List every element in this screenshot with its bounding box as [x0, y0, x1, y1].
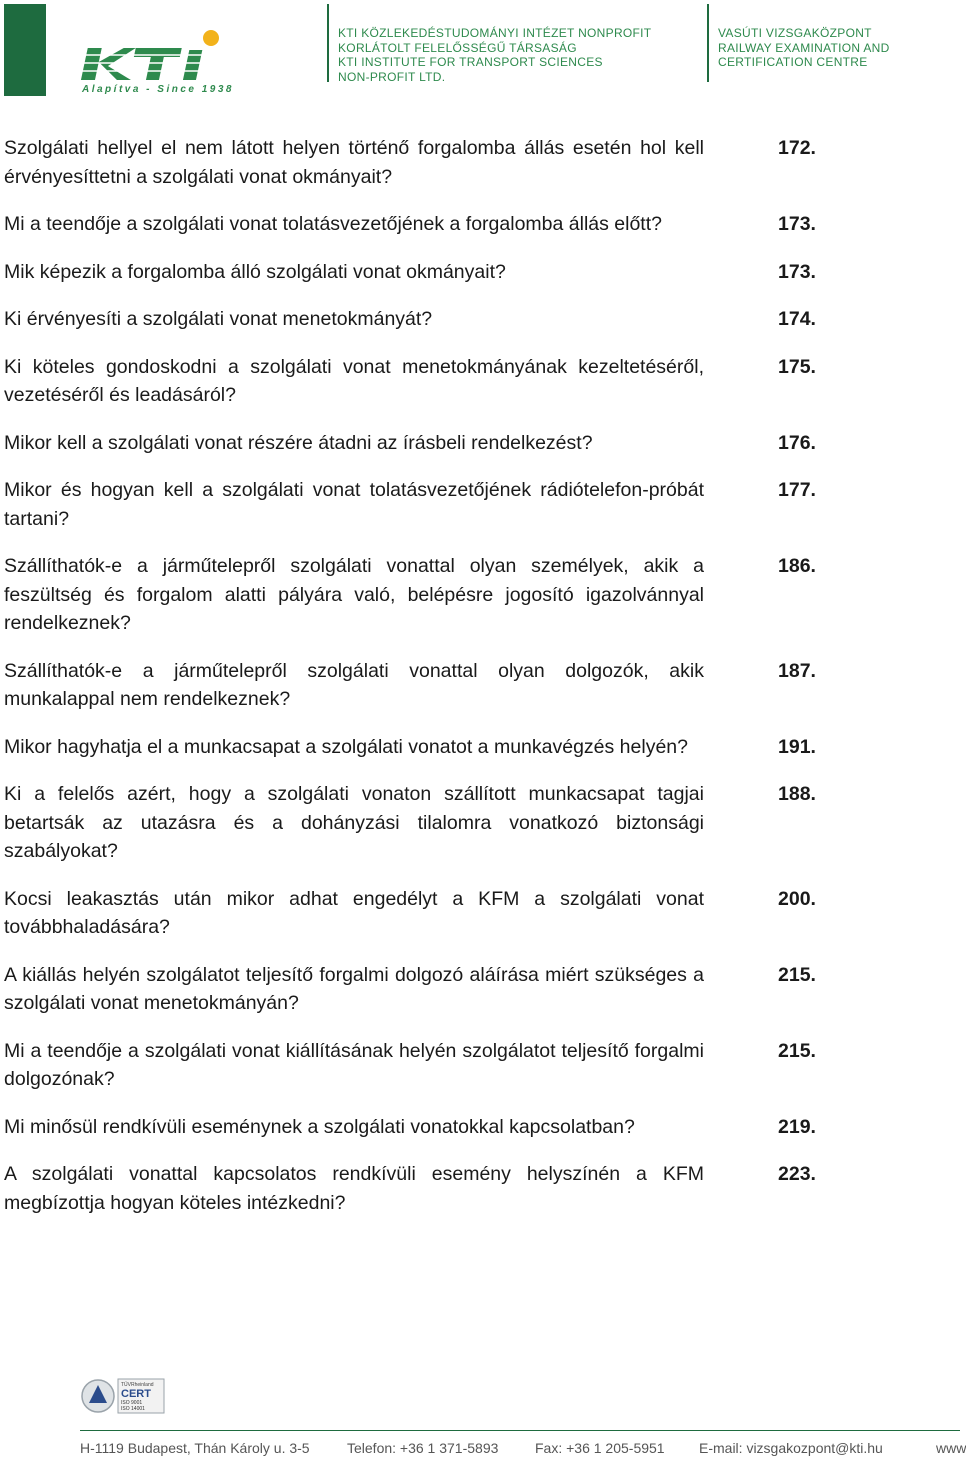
- page-reference: 186.: [778, 555, 816, 577]
- question-row: [4, 476, 834, 533]
- website-link[interactable]: www: [936, 1440, 966, 1456]
- centre-line: CERTIFICATION CENTRE: [718, 55, 868, 69]
- institute-line: KORLÁTOLT FELELŐSSÉGŰ TÁRSASÁG: [338, 40, 577, 55]
- question-row: [4, 733, 834, 762]
- question-row: [4, 552, 834, 638]
- email-link[interactable]: E-mail: vizsgakozpont@kti.hu: [699, 1440, 883, 1456]
- question-text: Mikor és hogyan kell a szolgálati vonat tolatásvezetőjének rádiótelefon-próbát tartani?: [4, 479, 704, 530]
- question-text: Ki érvényesíti a szolgálati vonat menetokmányát?: [4, 308, 433, 330]
- centre-line: VASÚTI VIZSGAKÖZPONT: [718, 26, 872, 40]
- question-text: A szolgálati vonattal kapcsolatos rendkívüli esemény helyszínén a KFM megbízottja hogyan köteles intézkedni?: [4, 1163, 704, 1214]
- page-reference: 200.: [778, 887, 816, 910]
- page-reference: 215.: [778, 1039, 816, 1062]
- question-text: Szállíthatók-e a járműtelepről szolgálati vonattal olyan dolgozók, akik munkalappal nem rendelkeznek?: [4, 659, 704, 710]
- page-reference: 175.: [778, 355, 816, 378]
- logo-sun-dot: [203, 30, 219, 46]
- page-reference: 173.: [778, 260, 816, 283]
- page-reference: 176.: [778, 431, 816, 454]
- question-text: Mi minősül rendkívüli eseménynek a szolgálati vonatokkal kapcsolatban?: [4, 1115, 635, 1138]
- fax: Fax: +36 1 205-5951: [535, 1440, 665, 1456]
- logo-tagline: Alapítva - Since 1938: [82, 84, 234, 95]
- page-reference: 223.: [778, 1163, 816, 1185]
- institute-line: KTI KÖZLEKEDÉSTUDOMÁNYI INTÉZET NONPROFIT: [338, 26, 652, 40]
- page-reference: 219.: [778, 1115, 816, 1138]
- footer-divider: [80, 1430, 960, 1431]
- page-reference: 173.: [778, 213, 816, 235]
- question-row: [4, 258, 834, 287]
- question-text: Ki a felelős azért, hogy a szolgálati vonaton szállított munkacsapat tagjai betartsák az utazásra és a dohányzási tilalomra vonatkozó biztonsági szabályokat?: [4, 783, 704, 862]
- question-row: [4, 1113, 834, 1142]
- question-row: [4, 1160, 834, 1217]
- question-row: [4, 780, 834, 866]
- page-reference: 191.: [778, 735, 816, 758]
- question-row: [4, 353, 834, 410]
- question-text: Kocsi leakasztás után mikor adhat engedélyt a KFM a szolgálati vonat továbbhaladására?: [4, 887, 704, 938]
- question-row: [4, 657, 834, 714]
- brand-bar: [4, 4, 46, 96]
- question-text: Ki köteles gondoskodni a szolgálati vonat menetokmányának kezeltetéséről, vezetéséről és leadásáról?: [4, 355, 704, 406]
- question-text: Mi a teendője a szolgálati vonat kiállításának helyén szolgálatot teljesítő forgalmi dolgozónak?: [4, 1039, 704, 1090]
- cert-label: CERT: [121, 1388, 151, 1400]
- cert-issuer: TÜVRheinland: [121, 1382, 154, 1388]
- phone: Telefon: +36 1 371-5893: [347, 1440, 499, 1456]
- question-row: [4, 429, 834, 458]
- page-reference: 188.: [778, 783, 816, 805]
- page-reference: 215.: [778, 963, 816, 986]
- page-reference: 172.: [778, 137, 816, 159]
- question-text: Mikor hagyhatja el a munkacsapat a szolgálati vonatot a munkavégzés helyén?: [4, 735, 688, 758]
- header-divider: [327, 4, 329, 82]
- tuv-cert-badge: [80, 1376, 166, 1416]
- question-row: [4, 1037, 834, 1094]
- institute-line: KTI INSTITUTE FOR TRANSPORT SCIENCES: [338, 55, 603, 69]
- page-reference: 177.: [778, 479, 816, 501]
- page-footer: [0, 1360, 966, 1461]
- letterhead: [0, 0, 960, 100]
- contact-info: [80, 1440, 966, 1460]
- cert-iso-14001: ISO 14001: [121, 1406, 145, 1412]
- question-text: Mi a teendője a szolgálati vonat tolatásvezetőjének a forgalomba állás előtt?: [4, 213, 662, 235]
- question-row: [4, 210, 834, 239]
- question-row: [4, 134, 834, 191]
- address: H-1119 Budapest, Thán Károly u. 3-5: [80, 1440, 310, 1456]
- question-text: Szállíthatók-e a járműtelepről szolgálati vonattal olyan személyek, akik a feszültség és forgalom alatti pályára való, belépésre jogosító igazolvánnyal rendelkeznek?: [4, 555, 704, 634]
- header-divider: [707, 4, 709, 82]
- cert-iso-9001: ISO 9001: [121, 1400, 143, 1406]
- institute-name: [338, 26, 651, 84]
- centre-name: [718, 26, 890, 70]
- question-text: A kiállás helyén szolgálatot teljesítő forgalmi dolgozó aláírása miért szükséges a szolgálati vonat menetokmányán?: [4, 963, 704, 1014]
- page-reference: 187.: [778, 659, 816, 682]
- question-text: Mik képezik a forgalomba álló szolgálati vonat okmányait?: [4, 260, 506, 283]
- question-row: [4, 305, 834, 334]
- question-text: Szolgálati hellyel el nem látott helyen történő forgalomba állás esetén hol kell érvényesíttetni a szolgálati vonat okmányait?: [4, 137, 704, 188]
- question-list: [4, 134, 834, 1236]
- institute-line: NON-PROFIT LTD.: [338, 69, 446, 84]
- page-reference: 174.: [778, 308, 816, 330]
- question-row: [4, 961, 834, 1018]
- centre-line: RAILWAY EXAMINATION AND: [718, 40, 890, 55]
- question-text: Mikor kell a szolgálati vonat részére átadni az írásbeli rendelkezést?: [4, 431, 593, 454]
- question-row: [4, 885, 834, 942]
